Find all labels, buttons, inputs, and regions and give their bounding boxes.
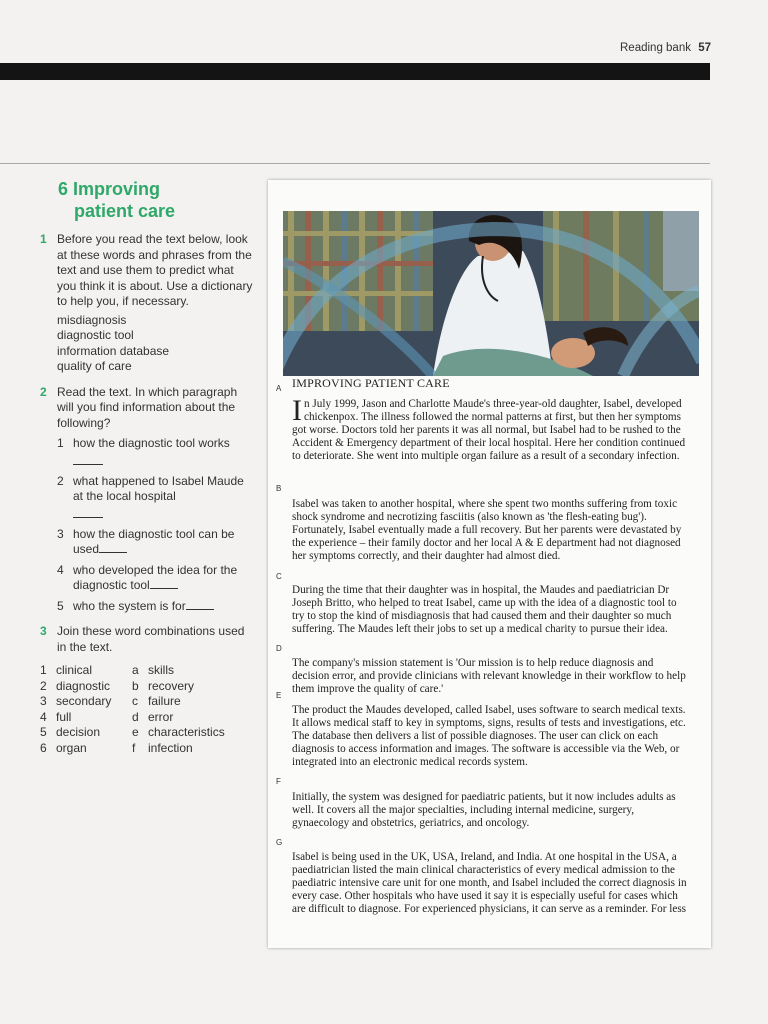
question-text: who developed the idea for the diagnostic tool — [73, 562, 238, 592]
task-instruction: Join these word combinations used in the text. — [57, 624, 245, 654]
match-row — [40, 679, 255, 695]
left-number: 6 — [40, 740, 47, 755]
question-item — [57, 563, 255, 594]
left-number: 3 — [40, 694, 47, 708]
match-row — [40, 694, 255, 710]
paragraph-letter: B — [276, 484, 282, 493]
right-word: recovery — [148, 678, 195, 693]
paragraph-letter: D — [276, 644, 282, 653]
right-letter: d — [132, 709, 139, 724]
match-row — [40, 725, 255, 741]
right-letter: a — [132, 663, 139, 677]
right-letter: f — [132, 740, 136, 755]
match-row — [40, 741, 255, 757]
question-item — [57, 599, 255, 615]
vocab-item: misdiagnosis — [57, 312, 127, 327]
question-number: 2 — [57, 473, 64, 488]
section-name: Reading bank — [620, 42, 691, 54]
paragraph-f: Initially, the system was designed for paediatric patients, but it now includes adults as well. It covers all the major specialties, including internal medicine, surgery, gynaecology and obstetrics, geriatrics, and oncology. — [292, 791, 676, 829]
left-number: 5 — [40, 725, 47, 739]
divider-line — [0, 163, 710, 164]
question-item — [57, 527, 255, 558]
answer-blank[interactable] — [150, 587, 178, 589]
question-text: who the system is for — [73, 598, 186, 613]
left-word: decision — [56, 725, 101, 739]
right-word: characteristics — [148, 725, 225, 739]
right-letter: e — [132, 725, 139, 739]
paragraph-d: The company's mission statement is 'Our mission is to help reduce diagnosis and decision error, and provide clinicians with relevant knowledge in their workflow to help them improve the quality of care.' — [292, 657, 686, 695]
question-item — [57, 436, 255, 465]
vocab-list — [57, 313, 255, 375]
question-item — [57, 474, 255, 518]
answer-blank[interactable] — [73, 464, 103, 465]
unit-title — [58, 178, 255, 222]
task-3 — [40, 624, 255, 655]
left-number: 2 — [40, 678, 47, 693]
drop-cap: I — [292, 394, 302, 427]
unit-title-line2: patient care — [74, 201, 176, 221]
right-letter: c — [132, 694, 138, 708]
left-word: full — [56, 709, 72, 724]
task-instruction: Read the text. In which paragraph will you find information about the following? — [57, 384, 238, 430]
paragraph-letter: G — [276, 838, 283, 847]
question-number: 5 — [57, 598, 64, 613]
doctor-with-child-image — [283, 211, 699, 376]
header-bar — [0, 63, 710, 80]
paragraph-g: Isabel is being used in the UK, USA, Ireland, and India. At one hospital in the USA, a paediatrician listed the main clinical characteristics of every medical admission to the paediatric intensive care unit for one month, and Isabel included the correct diagnosis in every case. Other hospitals who have used it say it is especially useful for cases which are difficult to diagnose. For experienced physicians, it can serve as a reminder. For less — [292, 851, 687, 915]
vocab-item: diagnostic tool — [57, 328, 134, 342]
paragraph-a — [292, 394, 690, 463]
exercise-column — [40, 178, 255, 756]
left-word: secondary — [56, 694, 112, 708]
paragraph-letter: E — [276, 691, 282, 700]
match-table — [40, 663, 255, 756]
article-panel — [268, 180, 711, 948]
paragraph-e: The product the Maudes developed, called Isabel, uses software to search medical texts. It allows medical staff to key in symptoms, signs, results of tests and investigations, etc. The database then delivers a list of possible diagnoses. The user can click on each diagnosis to access information and images. The software is accessible via the Web, or integrated into an electronic medical records system. — [292, 704, 686, 768]
right-word: infection — [148, 740, 193, 755]
unit-title-line1: Improving — [73, 179, 161, 199]
match-row — [40, 663, 255, 679]
paragraph-b: Isabel was taken to another hospital, where she spent two months suffering from toxic shock syndrome and necrotizing fasciitis (also known as 'the flesh-eating bug'). Fortunately, Isabel eventually made a full recovery. But her parents were devastated by the experience – their family doctor and her local A & E department had not diagnosed her symptoms correctly, and their daughter had almost died. — [292, 498, 682, 562]
right-word: error — [148, 709, 174, 724]
answer-blank[interactable] — [186, 608, 214, 610]
question-number: 4 — [57, 562, 64, 577]
right-letter: b — [132, 678, 139, 693]
left-number: 1 — [40, 663, 47, 677]
unit-number: 6 — [58, 179, 69, 199]
question-text: how the diagnostic tool works — [73, 436, 230, 450]
left-word: diagnostic — [56, 678, 111, 693]
paragraph-text: n July 1999, Jason and Charlotte Maude's three-year-old daughter, Isabel, developed chickenpox. The illness followed the normal patterns at first, but then her symptoms got worse. Doctors told her parents it was all normal, but Isabel had to be rushed to the Accident & Emergency department of their local hospital. Here her condition continued to deteriorate. She went into multiple organ failure as a result of a secondary infection. — [292, 398, 686, 462]
answer-blank[interactable] — [73, 517, 103, 518]
article-title: IMPROVING PATIENT CARE — [292, 376, 450, 390]
question-number: 3 — [57, 526, 64, 541]
page-number: 57 — [698, 42, 711, 54]
left-number: 4 — [40, 709, 47, 724]
paragraph-letter: F — [276, 777, 281, 786]
paragraph-letter: A — [276, 384, 282, 393]
left-word: organ — [56, 740, 87, 755]
task-2 — [40, 385, 255, 615]
paragraph-letter: C — [276, 572, 282, 581]
right-word: skills — [148, 663, 174, 677]
left-word: clinical — [56, 663, 93, 677]
match-row — [40, 710, 255, 726]
task-instruction: Before you read the text below, look at these words and phrases from the text and use them to predict what you think it is about. Use a dictionary to help you, if necessary. — [57, 232, 253, 308]
task-number: 3 — [40, 624, 47, 638]
question-number: 1 — [57, 436, 64, 450]
doctor-photo — [283, 211, 699, 376]
task-number: 2 — [40, 384, 47, 399]
question-text: how the diagnostic tool can be used — [73, 526, 235, 556]
task-1 — [40, 232, 255, 375]
right-word: failure — [148, 694, 181, 708]
page-header — [620, 42, 711, 54]
vocab-item: information database — [57, 343, 170, 358]
answer-blank[interactable] — [99, 551, 127, 553]
task-number: 1 — [40, 232, 47, 246]
question-text: what happened to Isabel Maude at the local hospital — [73, 473, 244, 503]
paragraph-c: During the time that their daughter was in hospital, the Maudes and paediatrician Dr Joseph Britto, who helped to treat Isabel, came up with the idea of a diagnostic tool to try to stop the kind of misdiagnosis that had caused them and their daughter so much suffering. The Maudes left their jobs to set up a medical charity to pursue their idea. — [292, 584, 677, 635]
vocab-item: quality of care — [57, 359, 132, 373]
